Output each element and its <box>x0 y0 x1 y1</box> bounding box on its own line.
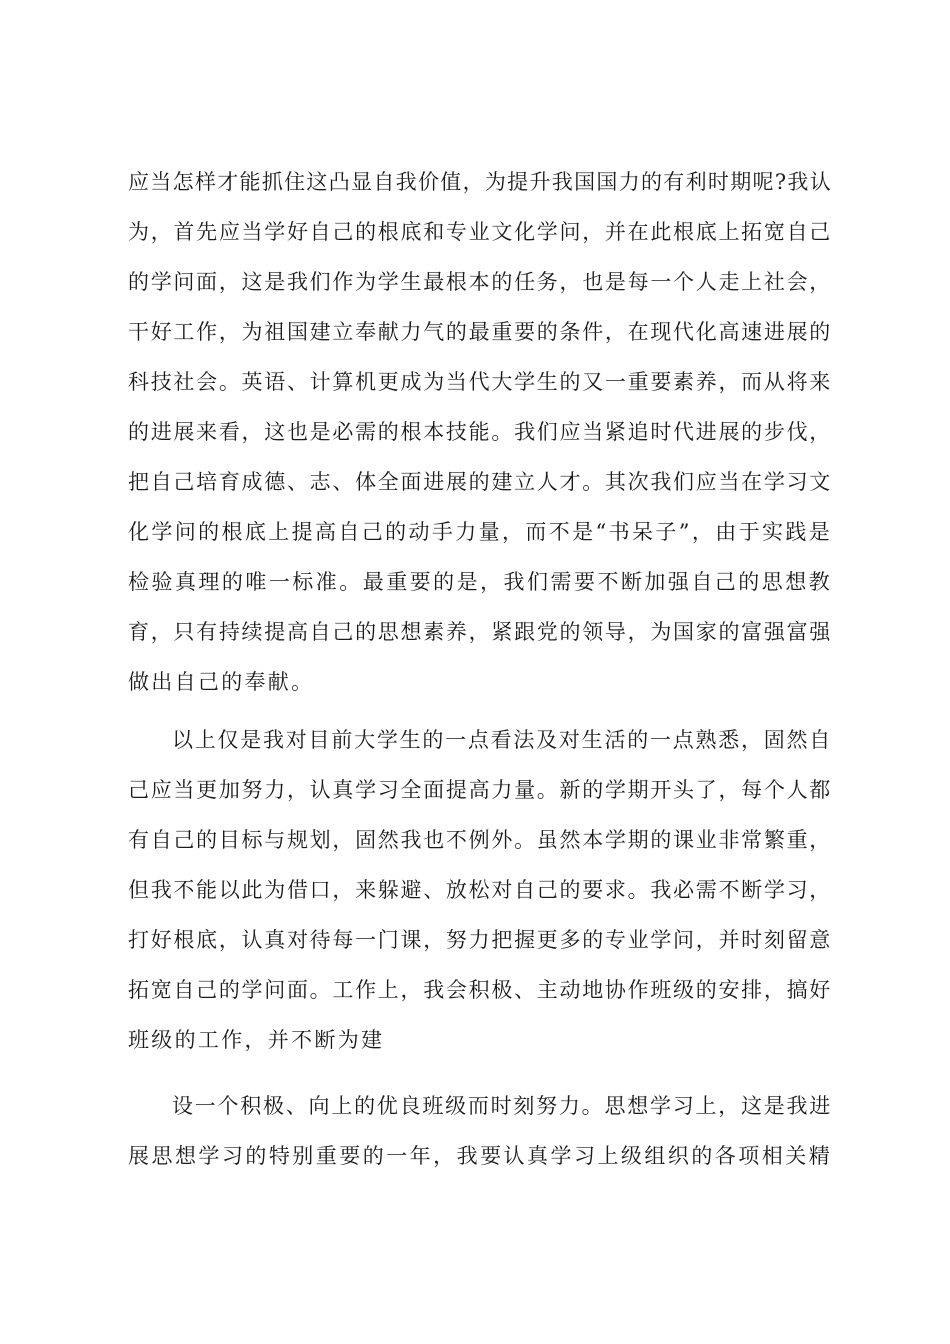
text-line: 干好工作，为祖国建立奉献力气的最重要的条件，在现代化高速进展的 <box>128 320 832 344</box>
text-line: 把自己培育成德、志、体全面进展的建立人才。其次我们应当在学习文 <box>128 470 832 494</box>
text-line: 的进展来看，这也是必需的根本技能。我们应当紧追时代进展的步伐， <box>128 420 832 444</box>
text-line: 展思想学习的特别重要的一年，我要认真学习上级组织的各项相关精 <box>128 1144 832 1168</box>
paragraph-3 <box>128 1081 832 1181</box>
text-line: 化学问的根底上提高自己的动手力量，而不是“书呆子”，由于实践是 <box>128 520 832 544</box>
text-line: 拓宽自己的学问面。工作上，我会积极、主动地协作班级的安排，搞好 <box>128 978 832 1002</box>
text-line: 科技社会。英语、计算机更成为当代大学生的又一重要素养，而从将来 <box>128 370 832 394</box>
text-line: 打好根底，认真对待每一门课，努力把握更多的专业学问，并时刻留意 <box>128 928 832 952</box>
text-line: 设一个积极、向上的优良班级而时刻努力。思想学习上，这是我进 <box>172 1094 832 1118</box>
text-line: 班级的工作，并不断为建 <box>128 1028 385 1052</box>
text-line: 做出自己的奉献。 <box>128 670 315 694</box>
text-line: 为，首先应当学好自己的根底和专业文化学问，并在此根底上拓宽自己 <box>128 220 832 244</box>
text-line: 应当怎样才能抓住这凸显自我价值，为提升我国国力的有利时期呢?我认 <box>128 170 832 194</box>
paragraph-1 <box>128 157 832 707</box>
text-line: 有自己的目标与规划，固然我也不例外。虽然本学期的课业非常繁重， <box>128 828 832 852</box>
paragraph-2 <box>128 715 832 1065</box>
text-line: 的学问面，这是我们作为学生最根本的任务，也是每一个人走上社会， <box>128 270 832 294</box>
text-line: 育，只有持续提高自己的思想素养，紧跟党的领导，为国家的富强富强 <box>128 620 832 644</box>
text-line: 以上仅是我对目前大学生的一点看法及对生活的一点熟悉，固然自 <box>172 728 832 752</box>
text-line: 但我不能以此为借口，来躲避、放松对自己的要求。我必需不断学习， <box>128 878 832 902</box>
text-line: 检验真理的唯一标准。最重要的是，我们需要不断加强自己的思想教 <box>128 570 832 594</box>
text-line: 己应当更加努力，认真学习全面提高力量。新的学期开头了，每个人都 <box>128 778 832 802</box>
